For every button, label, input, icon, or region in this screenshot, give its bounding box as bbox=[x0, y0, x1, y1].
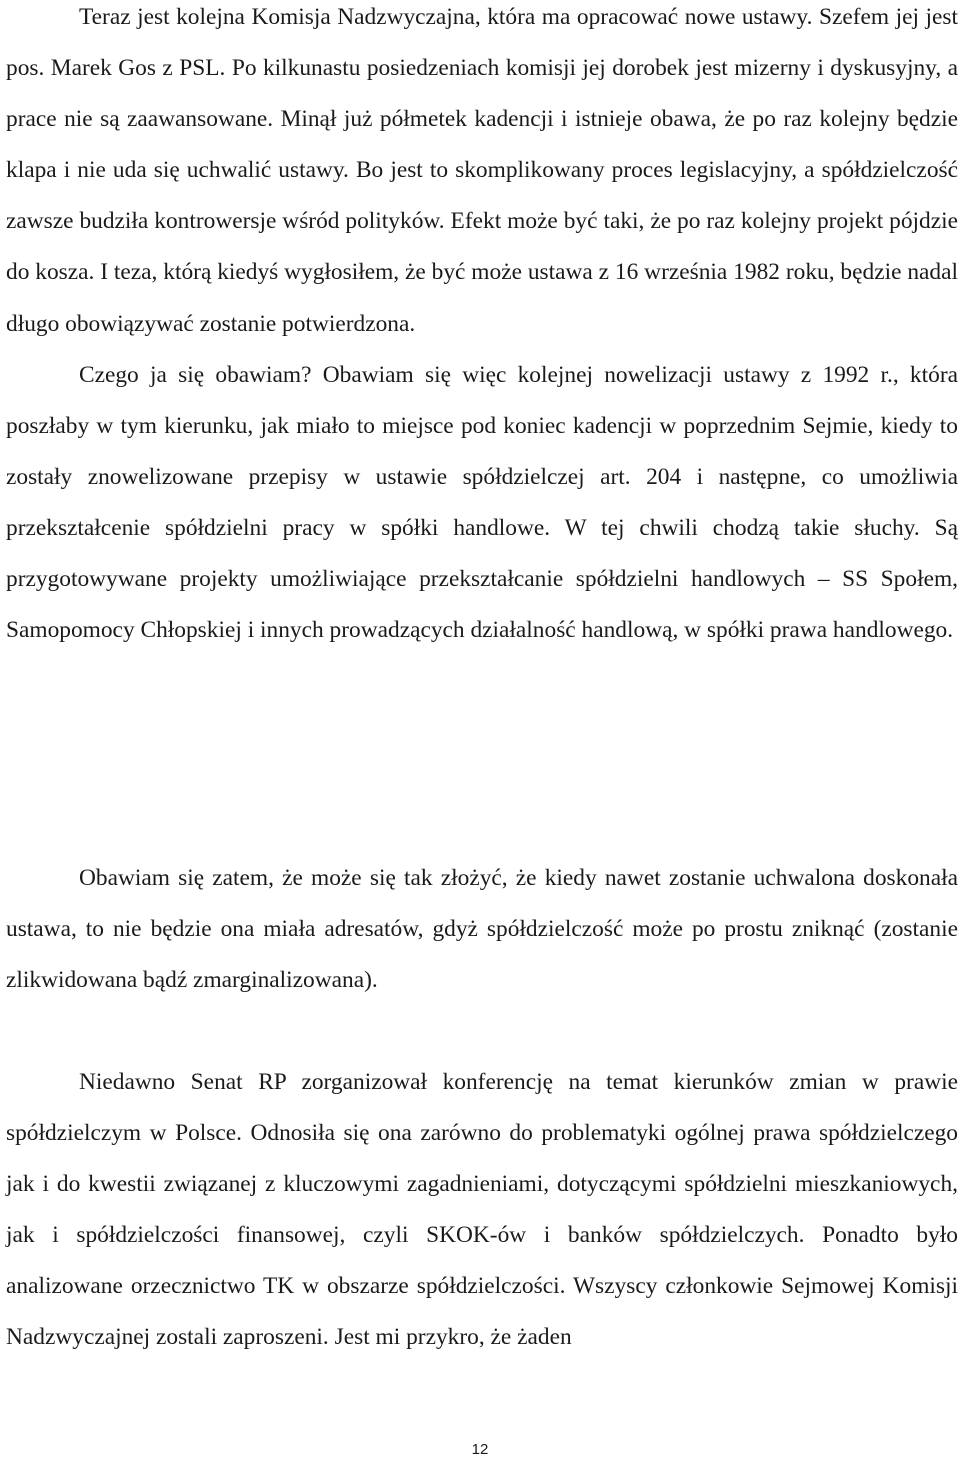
paragraph-1: Teraz jest kolejna Komisja Nadzwyczajna, która ma opracować nowe ustawy. Szefem jej jest pos. Marek Gos z PSL. Po kilkunastu posiedzeniach komisji jej dorobek jest mizerny i dyskusyjny, a prace nie są zaawansowane. Minął już półmetek kadencji i istnieje obawa, że po raz kolejny będzie klapa i nie uda się uchwalić ustawy. Bo jest to skomplikowany proces legislacyjny, a spółdzielczość zawsze budziła kontrowersje wśród polityków. Efekt może być taki, że po raz kolejny projekt pójdzie do kosza. I teza, którą kiedyś wygłosiłem, że być może ustawa z 16 września 1982 roku, będzie nadal długo obowiązywać zostanie potwierdzona. bbox=[6, 4, 958, 337]
text-block-top bbox=[6, 0, 958, 656]
paragraph-3: Obawiam się zatem, że może się tak złożyć, że kiedy nawet zostanie uchwalona doskonała ustawa, to nie będzie ona miała adresatów, gdyż spółdzielczość może po prostu zniknąć (zostanie zlikwidowana bądź zmarginalizowana). bbox=[6, 865, 958, 994]
page-number: 12 bbox=[471, 1441, 489, 1458]
text-block-bottom bbox=[6, 1057, 958, 1364]
text-block-middle bbox=[6, 853, 958, 1006]
paragraph-4: Niedawno Senat RP zorganizował konferencję na temat kierunków zmian w prawie spółdzielczym w Polsce. Odnosiła się ona zarówno do problematyki ogólnej prawa spółdzielczego jak i do kwestii związanej z kluczowymi zagadnieniami, dotyczącymi spółdzielni mieszkaniowych, jak i spółdzielczości finansowej, czyli SKOK-ów i banków spółdzielczych. Ponadto było analizowane orzecznictwo TK w obszarze spółdzielczości. Wszyscy członkowie Sejmowej Komisji Nadzwyczajnej zostali zaproszeni. Jest mi przykro, że żaden bbox=[6, 1069, 958, 1351]
paragraph-2: Czego ja się obawiam? Obawiam się więc kolejnej nowelizacji ustawy z 1992 r., która poszłaby w tym kierunku, jak miało to miejsce pod koniec kadencji w poprzednim Sejmie, kiedy to zostały znowelizowane przepisy w ustawie spółdzielczej art. 204 i następne, co umożliwia przekształcenie spółdzielni pracy w spółki handlowe. W tej chwili chodzą takie słuchy. Są przygotowywane projekty umożliwiające przekształcanie spółdzielni handlowych – SS Społem, Samopomocy Chłopskiej i innych prowadzących działalność handlową, w spółki prawa handlowego. bbox=[6, 361, 958, 644]
